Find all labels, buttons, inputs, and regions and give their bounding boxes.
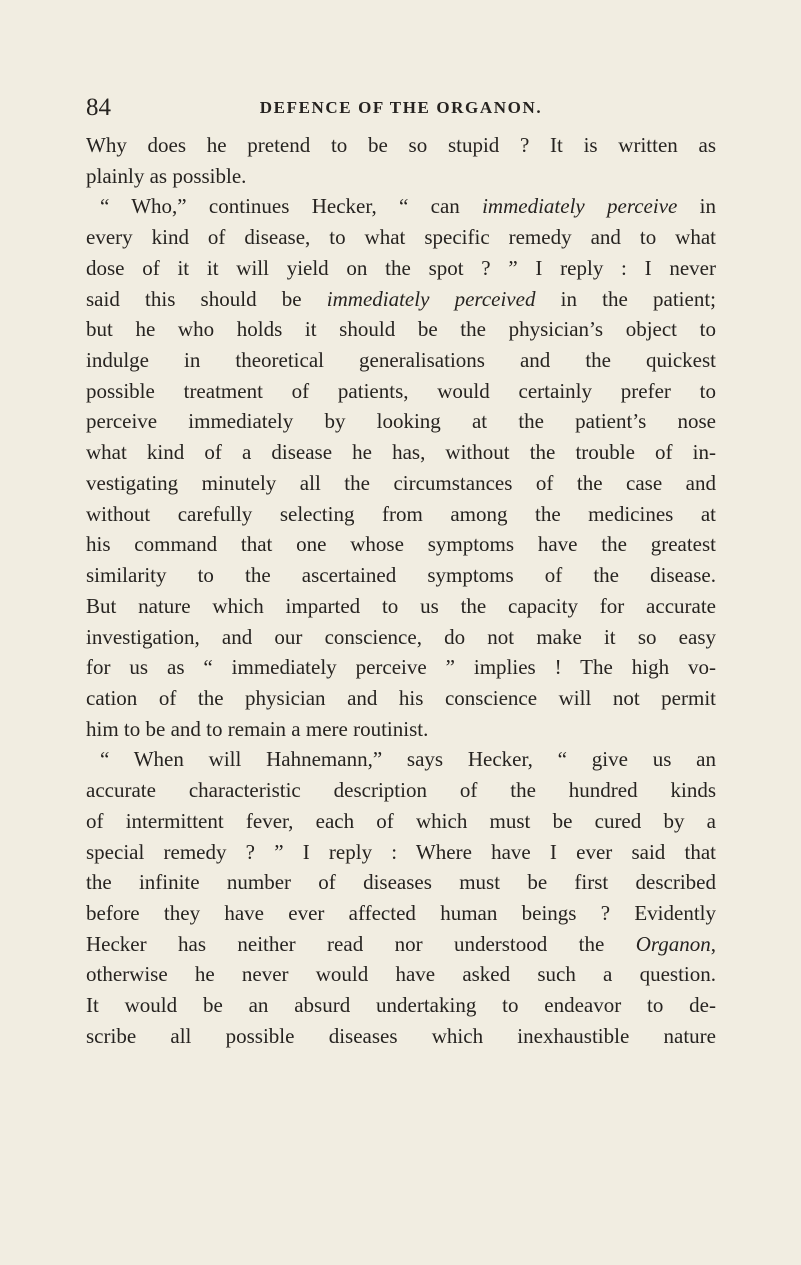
text-line — [86, 744, 716, 775]
page-number: 84 — [86, 94, 111, 121]
text-line — [86, 191, 716, 222]
text-segment: before they have ever affected human beings ? Evidently — [86, 900, 716, 925]
text-line — [86, 406, 716, 437]
running-head: DEFENCE OF THE ORGANON. — [259, 98, 543, 117]
text-line — [86, 959, 716, 990]
text-line — [86, 499, 716, 530]
text-segment: for us as “ immediately perceive ” implies ! The high vo- — [86, 655, 716, 680]
text-segment: accurate characteristic description of the hundred kinds — [86, 778, 716, 803]
text-line — [86, 222, 716, 253]
text-segment: Hecker has neither read nor understood the — [86, 931, 636, 956]
text-line — [86, 714, 716, 745]
page-header — [86, 92, 716, 124]
text-segment: possible treatment of patients, would certainly prefer to — [86, 378, 716, 403]
text-line — [86, 683, 716, 714]
text-segment: dose of it it will yield on the spot ? ” I reply : I never — [86, 255, 716, 280]
text-line — [86, 775, 716, 806]
text-line — [86, 1021, 716, 1052]
text-segment: the infinite number of diseases must be first described — [86, 870, 716, 895]
text-line — [86, 929, 716, 960]
text-line — [86, 591, 716, 622]
text-line — [86, 130, 716, 161]
text-segment: in — [677, 194, 716, 219]
text-segment: him to be and to remain a mere routinist. — [86, 716, 429, 741]
text-segment: vestigating minutely all the circumstances of the case and — [86, 470, 716, 495]
text-segment: “ Who,” continues Hecker, “ can — [100, 194, 483, 219]
italic-text: immediately perceived — [326, 286, 536, 311]
text-line — [86, 837, 716, 868]
text-line — [86, 345, 716, 376]
text-segment: otherwise he never would have asked such a question. — [86, 962, 716, 987]
text-segment: of intermittent fever, each of which must be cured by a — [86, 808, 716, 833]
text-segment: But nature which imparted to us the capacity for accurate — [86, 593, 716, 618]
text-segment: every kind of disease, to what specific remedy and to what — [86, 225, 716, 250]
text-segment: said this should be — [86, 286, 327, 311]
italic-text: Organon — [635, 931, 711, 956]
text-segment: special remedy ? ” I reply : Where have I ever said that — [86, 839, 716, 864]
text-segment: indulge in theoretical generalisations and the quickest — [86, 348, 716, 373]
text-line — [86, 253, 716, 284]
text-segment: , — [710, 931, 716, 956]
text-segment: similarity to the ascertained symptoms of the disease. — [86, 563, 716, 588]
text-line — [86, 161, 716, 192]
text-line — [86, 990, 716, 1021]
text-line — [86, 376, 716, 407]
text-line — [86, 284, 716, 315]
text-line — [86, 652, 716, 683]
text-segment: without carefully selecting from among the medicines at — [86, 501, 716, 526]
text-line — [86, 529, 716, 560]
body-text — [86, 130, 716, 1052]
text-line — [86, 560, 716, 591]
text-line — [86, 622, 716, 653]
text-segment: investigation, and our conscience, do not make it so easy — [86, 624, 716, 649]
text-line — [86, 437, 716, 468]
text-segment: scribe all possible diseases which inexhaustible nature — [86, 1023, 716, 1048]
text-line — [86, 314, 716, 345]
text-line — [86, 806, 716, 837]
italic-text: immediately perceive — [482, 194, 678, 219]
text-segment: “ When will Hahnemann,” says Hecker, “ give us an — [100, 747, 716, 772]
text-segment: but he who holds it should be the physician’s object to — [86, 317, 716, 342]
text-line — [86, 898, 716, 929]
text-segment: his command that one whose symptoms have the greatest — [86, 532, 716, 557]
text-line — [86, 468, 716, 499]
text-line — [86, 867, 716, 898]
text-segment: It would be an absurd undertaking to endeavor to de- — [86, 993, 716, 1018]
text-segment: in the patient; — [535, 286, 716, 311]
text-segment: plainly as possible. — [86, 163, 247, 188]
text-segment: cation of the physician and his conscience will not permit — [86, 685, 716, 710]
text-segment: what kind of a disease he has, without the trouble of in- — [86, 440, 716, 465]
text-segment: Why does he pretend to be so stupid ? It is written as — [86, 133, 716, 157]
text-segment: perceive immediately by looking at the patient’s nose — [86, 409, 716, 434]
